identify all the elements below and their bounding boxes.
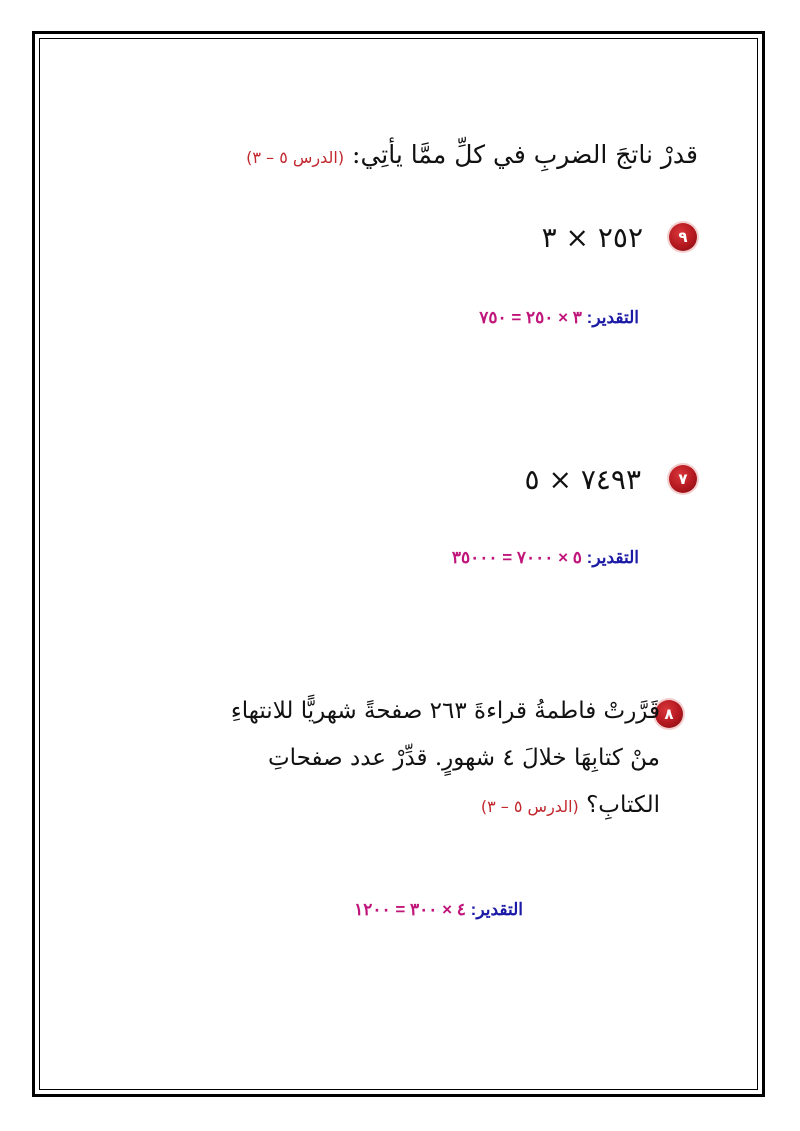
estimate-value: ٤ × ٣٠٠ = ١٢٠٠	[354, 900, 466, 919]
exercise-expression: ٧٤٩٣ × ٥	[524, 463, 641, 496]
exercise-number-badge: ٨	[655, 700, 683, 728]
word-problem-question: الكتابِ؟	[586, 792, 660, 818]
estimate-label: التقدير:	[470, 900, 523, 919]
estimate-answer	[452, 548, 639, 568]
word-problem-line	[481, 794, 660, 817]
heading-text: قدرْ ناتجَ الضربِ في كلِّ ممَّا يأتِي:	[352, 140, 698, 169]
word-problem-line: منْ كتابِهَا خلالَ ٤ شهورٍ. قدِّرْ عدد صفحاتِ	[268, 745, 660, 771]
word-problem-lesson-ref: (الدرس ٥ – ٣)	[480, 797, 579, 816]
estimate-answer	[479, 308, 639, 328]
estimate-value: ٥ × ٧٠٠٠ = ٣٥٠٠٠	[451, 548, 582, 567]
estimate-value: ٣ × ٢٥٠ = ٧٥٠	[479, 308, 582, 327]
estimate-answer	[354, 900, 523, 920]
exercise-heading	[246, 140, 698, 169]
word-problem-line: قَرَّرتْ فاطمةُ قراءةَ ٢٦٣ صفحةً شهريًّا للانتهاءِ	[230, 698, 660, 724]
estimate-label: التقدير:	[586, 308, 639, 327]
exercise-number-badge: ٧	[669, 465, 697, 493]
exercise-number-badge: ٩	[669, 223, 697, 251]
page-border-inner	[39, 38, 758, 1090]
estimate-label: التقدير:	[586, 548, 639, 567]
heading-lesson-ref: (الدرس ٥ – ٣)	[246, 148, 345, 167]
exercise-expression: ٢٥٢ × ٣	[541, 221, 643, 254]
